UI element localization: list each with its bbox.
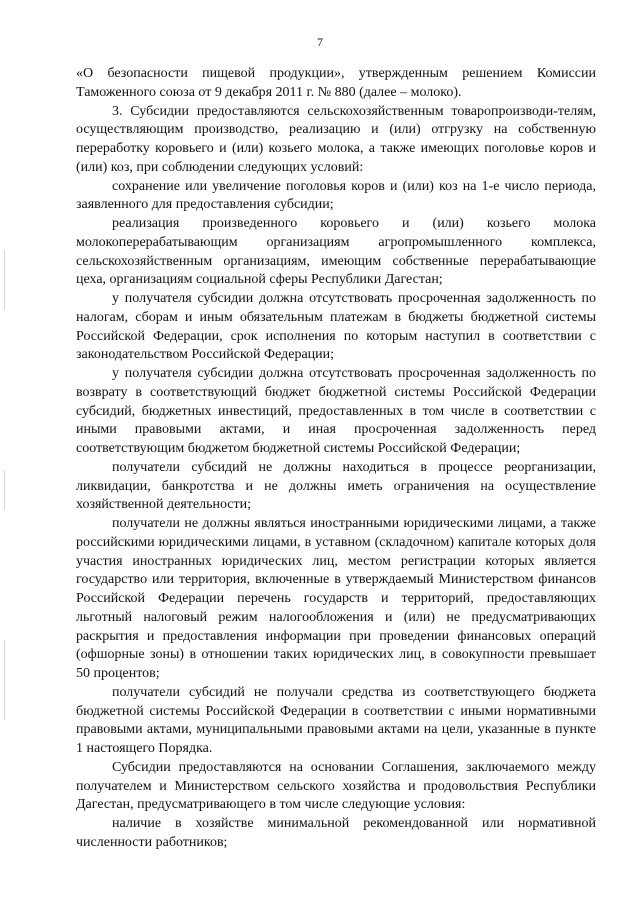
condition-milk-sale: реализация произведенного коровьего и (или) козьего молока молокоперерабатывающим организациям агропромышленного комплекса, сельскохозяйственным организациям, имеющим собственные перерабатывающие цеха, организациям социальной сферы Республики Дагестан;: [76, 216, 596, 288]
condition-not-foreign: получатели не должны являться иностранными юридическими лицами, а также российскими юридическими лицами, в уставном (складочном) капитале которых доля участия иностранных юридических лиц, местом регистрации которых является государство или территория, включенные в утверждаемый Министерством финансов Российской Федерации перечень государств и территорий, предоставляющих льготный налоговый режим налогообложения и (или) не предусматривающих раскрытия и предоставления информации при проведении финансовых операций (офшорные зоны) в отношении таких юридических лиц, в совокупности превышает 50 процентов;: [76, 516, 596, 681]
condition-no-other-funds: получатели субсидий не получали средства из соответствующего бюджета бюджетной системы Российской Федерации в соответствии с иными нормативными правовыми актами, муниципальными правовыми актами на цели, указанные в пункте 1 настоящего Порядка.: [76, 684, 596, 756]
scan-edge-mark: [4, 470, 5, 510]
scan-edge-mark: [4, 640, 5, 720]
page-number: 7: [317, 35, 323, 49]
condition-no-reorganization: получатели субсидий не должны находиться в процессе реорганизации, ликвидации, банкротства и не должны иметь ограничения на осуществление хозяйственной деятельности;: [76, 459, 596, 513]
paragraph-continuation: «О безопасности пищевой продукции», утвержденным решением Комиссии Таможенного союза от 9 декабря 2011 г. № 880 (далее – молоко).: [76, 66, 596, 100]
condition-staffing: наличие в хозяйстве минимальной рекомендованной или нормативной численности работников;: [76, 816, 596, 850]
scan-edge-mark: [4, 250, 5, 310]
condition-livestock: сохранение или увеличение поголовья коров и (или) коз на 1-е число периода, заявленного для предоставления субсидии;: [76, 178, 596, 213]
condition-no-budget-debt: у получателя субсидии должна отсутствовать просроченная задолженность по возврату в соответствующий бюджет бюджетной системы Российской Федерации субсидий, бюджетных инвестиций, предоставленных в том числе в соответствии с иными правовыми актами, и иная просроченная задолженность перед соответствующим бюджетом бюджетной системы Российской Федерации;: [76, 366, 596, 456]
paragraph-clause-3: 3. Субсидии предоставляются сельскохозяйственным товаропроизводи-телям, осуществляющим производство, реализацию и (или) отгрузку на собственную переработку коровьего и (или) козьего молока, а также имеющих поголовье коров и (или) коз, при соблюдении следующих условий:: [76, 103, 596, 175]
condition-no-tax-debt: у получателя субсидии должна отсутствовать просроченная задолженность по налогам, сборам и иным обязательным платежам в бюджеты бюджетной системы Российской Федерации, срок исполнения по которым наступил в соответствии с законодательством Российской Федерации;: [76, 291, 596, 363]
document-body: [76, 65, 596, 853]
paragraph-agreement: Субсидии предоставляются на основании Соглашения, заключаемого между получателем и Министерством сельского хозяйства и продовольствия Республики Дагестан, предусматривающего в том числе следующие условия:: [76, 759, 596, 813]
